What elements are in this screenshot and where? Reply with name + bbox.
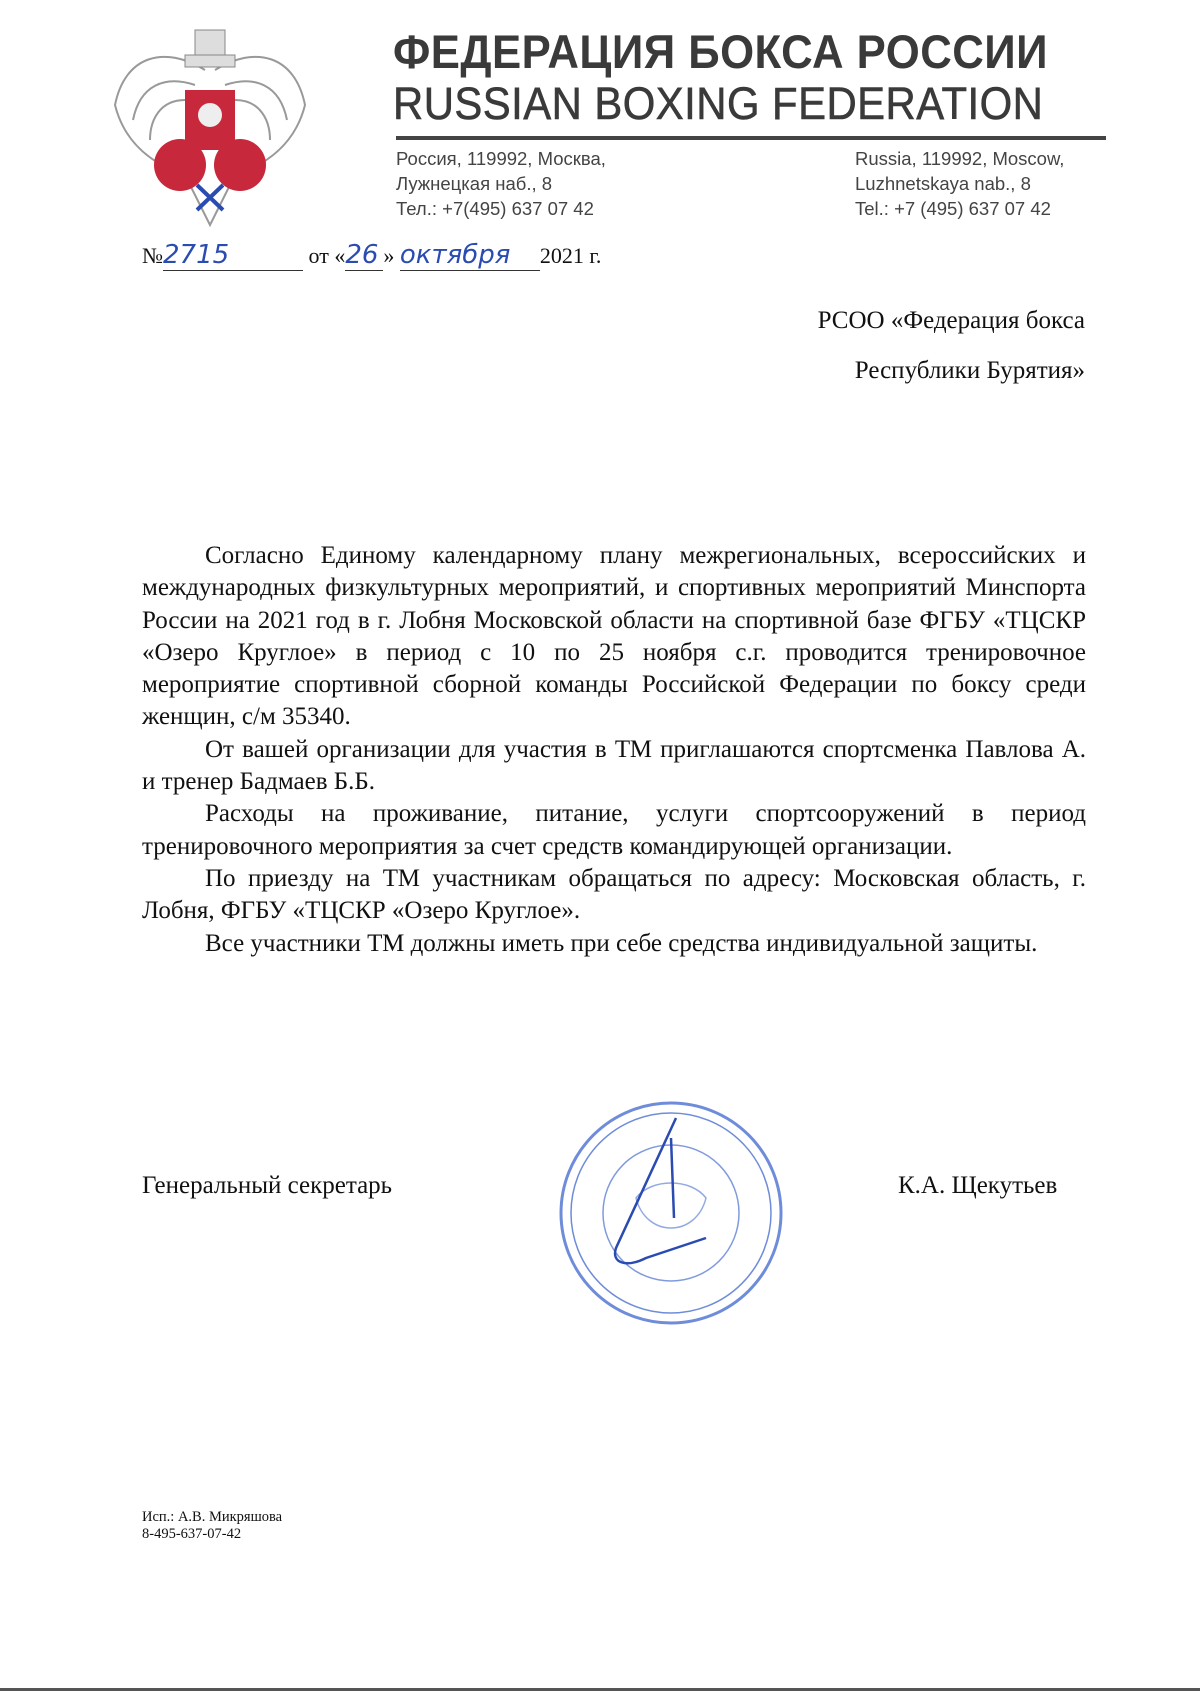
signatory-title: Генеральный секретарь [142, 1172, 393, 1199]
executor-name: Исп.: А.В. Микряшова [142, 1509, 283, 1525]
address-ru-line: Тел.: +7(495) 637 07 42 [396, 198, 594, 219]
letterhead-title-en: RUSSIAN BOXING FEDERATION [393, 78, 1044, 129]
recipient-line: РСОО «Федерация бокса [817, 307, 1085, 334]
letterhead-divider [396, 136, 1106, 140]
address-en [855, 146, 1064, 221]
address-en-line: Luzhnetskaya nab., 8 [855, 173, 1031, 194]
letterhead-title-ru: ФЕДЕРАЦИЯ БОКСА РОССИИ [393, 25, 1049, 78]
federation-emblem-logo [105, 25, 315, 230]
signatory-name: К.А. Щекутьев [898, 1172, 1058, 1199]
executor-footer [142, 1509, 282, 1543]
address-ru-line: Лужнецкая наб., 8 [396, 173, 553, 194]
document-number: 2715 [163, 240, 230, 270]
letter-body [142, 540, 1086, 960]
date-month: октября [399, 240, 511, 270]
address-en-line: Tel.: +7 (495) 637 07 42 [855, 198, 1051, 219]
date-day: 26 [345, 240, 379, 270]
body-paragraph: По приезду на ТМ участникам обращаться по адресу: Московская область, г. Лобня, ФГБУ «ТЦСКР «Озеро Круглое». [142, 864, 1086, 925]
page-bottom-edge [0, 1688, 1200, 1691]
recipient-block [818, 296, 1085, 396]
body-paragraph: Все участники ТМ должны иметь при себе средства индивидуальной защиты. [205, 929, 1038, 957]
body-paragraph: От вашей организации для участия в ТМ приглашаются спортсменка Павлова А. и тренер Бадмаев Б.Б. [142, 735, 1086, 796]
date-year: 2021 г. [539, 243, 602, 268]
address-ru [396, 146, 606, 221]
executor-phone: 8-495-637-07-42 [142, 1526, 242, 1542]
address-en-line: Russia, 119992, Moscow, [855, 148, 1065, 169]
registration-line [142, 240, 601, 271]
body-paragraph: Согласно Единому календарному плану межрегиональных, всероссийских и международных физкультурных мероприятий, и спортивных мероприятий Минспорта России на 2021 год в г. Лобня Московской области на спортивной базе ФГБУ «ТЦСКР «Озеро Круглое» в период с 10 по 25 ноября с.г. проводится тренировочное мероприятие спортивной сборной команды Российской Федерации по боксу среди женщин, с/м 35340. [142, 542, 1086, 731]
official-stamp-with-signature [556, 1098, 786, 1328]
recipient-line: Республики Бурятия» [854, 357, 1085, 384]
from-label: от « [308, 243, 346, 268]
body-paragraph: Расходы на проживание, питание, услуги спортсооружений в период тренировочного мероприятия за счет средств командирующей организации. [142, 800, 1086, 860]
address-ru-line: Россия, 119992, Москва, [396, 148, 606, 169]
number-label: № [142, 243, 163, 268]
day-close: » [383, 243, 395, 268]
